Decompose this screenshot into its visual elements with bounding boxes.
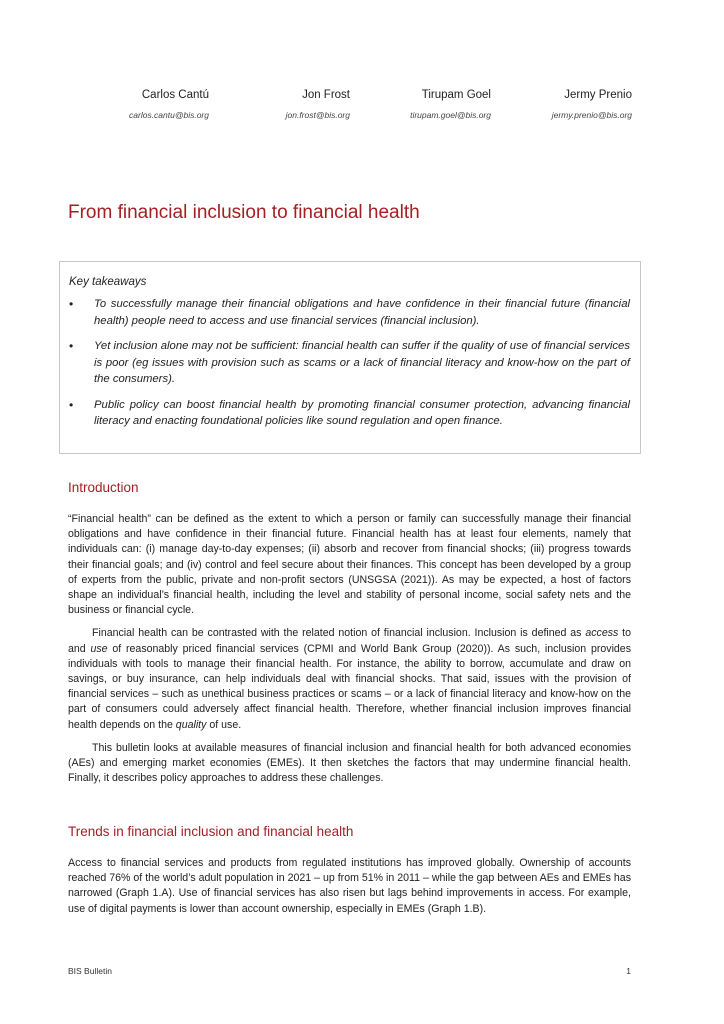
- paragraph: “Financial health” can be defined as the extent to which a person or family can successfully manage their financial obligations and have confidence in their financial future. Financial health has at least four elements, namely that individuals can: (i) manage day-to-day expenses; (ii) absorb and recover from financial shocks; (iii) progress towards their financial goals; and (iv) control and feel secure about their finances. This concept has been developed by a group of experts from the public, private and non-profit sectors (UNSGSA (2021)). As may be expected, a host of factors shape an individual’s financial health, including the level and stability of personal income, social safety nets and the business or financial cycle.: [68, 513, 631, 617]
- author: [491, 87, 632, 121]
- key-takeaways-box: [59, 261, 641, 454]
- author-name: Tirupam Goel: [421, 89, 491, 101]
- key-takeaways-heading: Key takeaways: [69, 276, 147, 288]
- author: [68, 87, 209, 121]
- paragraph: Access to financial services and products from regulated institutions has improved globally. Ownership of accounts reached 76% of the world’s adult population in 2021 – up from 51% in 2011 – while the gap between AEs and EMEs has narrowed (Graph 1.A). Use of financial services has also risen but lags behind improvements in access. For example, use of digital payments is lower than account ownership, especially in EMEs (Graph 1.B).: [68, 857, 631, 915]
- page-number: 1: [626, 966, 631, 976]
- paragraph: This bulletin looks at available measures of financial inclusion and financial health for both advanced economies (AEs) and emerging market economies (EMEs). It then sketches the factors that may undermine financial health. Finally, it describes policy approaches to address these challenges.: [68, 741, 631, 785]
- key-takeaway-item: • To successfully manage their financial obligations and have confidence in their financial future (financial health) people need to access and use financial services (financial inclusion).: [69, 296, 630, 329]
- introduction-heading: Introduction: [68, 480, 139, 495]
- author-list: [68, 87, 632, 121]
- author-email[interactable]: jon.frost@bis.org: [285, 110, 350, 120]
- author-email[interactable]: jermy.prenio@bis.org: [551, 110, 632, 120]
- key-takeaway-item: • Yet inclusion alone may not be sufficient: financial health can suffer if the quality of use of financial services is poor (eg issues with provision such as scams or a lack of financial literacy and know-how on the part of the consumers).: [69, 338, 630, 388]
- author: [209, 87, 350, 121]
- text-run: Financial health can be contrasted with the related notion of financial inclusion. Inclusion is defined as: [92, 627, 586, 640]
- author-name: Carlos Cantú: [141, 89, 209, 101]
- key-takeaway-item: • Public policy can boost financial health by promoting financial consumer protection, advancing financial literacy and enacting foundational policies like sound regulation and open finance.: [69, 397, 630, 430]
- text-run: to and: [68, 627, 631, 655]
- author-email[interactable]: tirupam.goel@bis.org: [410, 110, 491, 120]
- emphasis: quality: [175, 718, 207, 731]
- trends-heading: Trends in financial inclusion and financial health: [68, 824, 354, 839]
- author-email[interactable]: carlos.cantu@bis.org: [129, 110, 209, 120]
- author-name: Jermy Prenio: [564, 89, 632, 101]
- emphasis: access: [585, 627, 619, 640]
- trends-body: [68, 856, 631, 925]
- text-run: of use.: [206, 718, 242, 731]
- introduction-body: [68, 512, 631, 794]
- page-footer: [68, 966, 631, 976]
- emphasis: use: [90, 642, 108, 655]
- key-takeaways-list: [69, 296, 630, 430]
- text-run: of reasonably priced financial services (CPMI and World Bank Group (2020)). As such, inclusion provides individuals with tools to manage their financial health. For instance, the ability to borrow, accumulate and draw on savings, or buy insurance, can help individuals deal with financial shocks. That said, issues with the provision of financial services – such as unethical business practices or scams – or a lack of financial literacy and know-how on the part of consumers could adversely affect financial health. Therefore, whether financial inclusion improves financial health depends on the: [68, 642, 631, 731]
- author: [350, 87, 491, 121]
- footer-publication: BIS Bulletin: [68, 966, 112, 976]
- author-name: Jon Frost: [302, 89, 350, 101]
- paragraph: [68, 626, 631, 732]
- page-title: From financial inclusion to financial health: [68, 202, 420, 223]
